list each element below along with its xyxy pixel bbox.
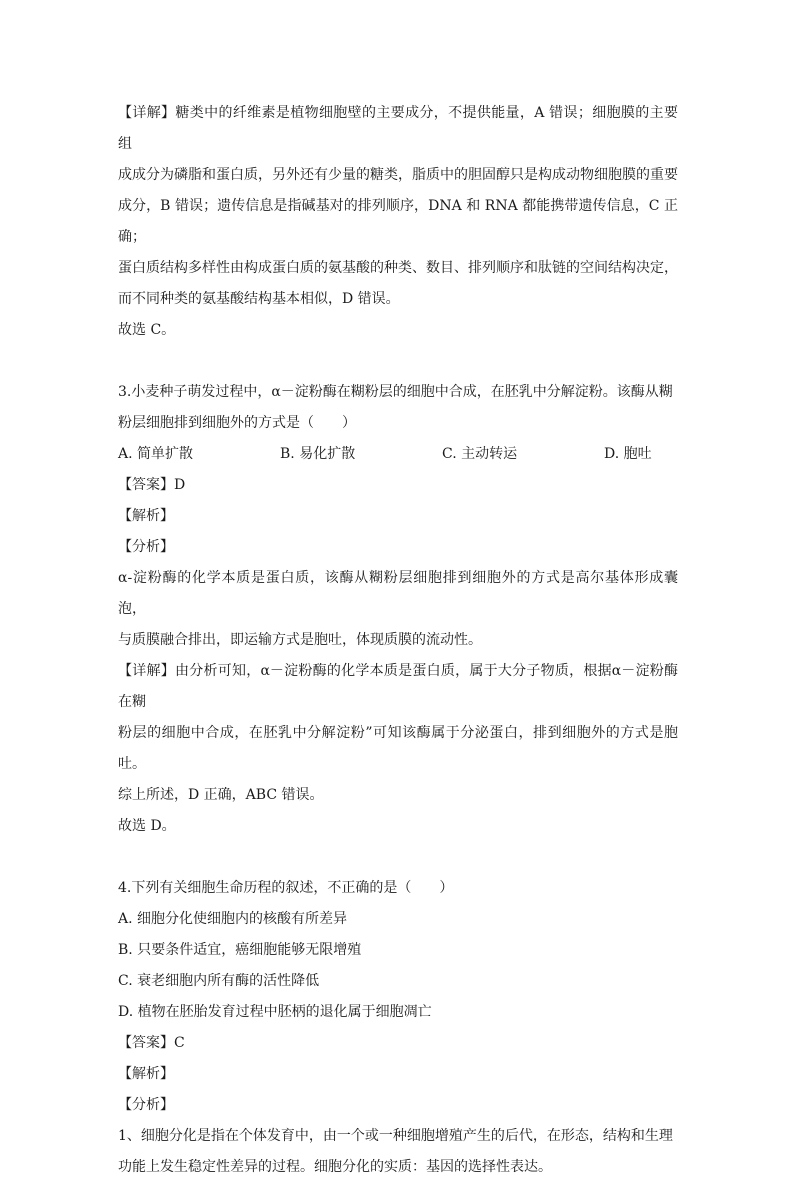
q2-detail-line-4: 蛋白质结构多样性由构成蛋白质的氨基酸的种类、数目、排列顺序和肽链的空间结构决定， (118, 260, 678, 276)
question-3 (118, 377, 678, 842)
q3-option-a: A. 简单扩散 (118, 446, 194, 462)
q3-stem-line-1: 3.小麦种子萌发过程中，α－淀粉酶在糊粉层的细胞中合成，在胚乳中分解淀粉。该酶从糊 (118, 384, 673, 400)
q2-detail-line-2: 成成分为磷脂和蛋白质，另外还有少量的糖类，脂质中的胆固醇只是构成动物细胞膜的重要 (118, 167, 678, 183)
spacer (118, 346, 678, 377)
q4-stem: 4.下列有关细胞生命历程的叙述，不正确的是（ ） (118, 880, 454, 896)
q3-choice: 故选 D。 (118, 818, 176, 834)
q3-option-d: D. 胞吐 (604, 446, 652, 462)
q2-choice: 故选 C。 (118, 322, 176, 338)
q3-options (118, 439, 678, 470)
q2-detail-line-5: 而不同种类的氨基酸结构基本相似，D 错误。 (118, 291, 400, 307)
q3-analysis-line-2: 与质膜融合排出，即运输方式是胞吐，体现质膜的流动性。 (118, 632, 482, 648)
q3-jiexi-heading: 【解析】 (118, 508, 174, 524)
q3-detail-line-1: 【详解】由分析可知，α－淀粉酶的化学本质是蛋白质，属于大分子物质，根据α－淀粉酶在糊 (118, 663, 678, 710)
q4-fenxi-heading: 【分析】 (118, 1097, 174, 1113)
question-4 (118, 873, 678, 1183)
q3-stem-line-2: 粉层细胞排到细胞外的方式是（ ） (118, 415, 356, 431)
q3-analysis-line-1: α-淀粉酶的化学本质是蛋白质，该酶从糊粉层细胞排到细胞外的方式是高尔基体形成囊泡， (118, 570, 678, 617)
q3-answer: 【答案】D (118, 477, 186, 493)
q2-explanation (118, 98, 678, 346)
q4-analysis-line-2: 功能上发生稳定性差异的过程。细胞分化的实质：基因的选择性表达。 (118, 1159, 552, 1175)
q2-detail-line-3: 成分，B 错误；遗传信息是指碱基对的排列顺序，DNA 和 RNA 都能携带遗传信息，C 正确； (118, 198, 678, 245)
q3-option-b: B. 易化扩散 (280, 446, 356, 462)
q4-analysis-line-1: 1、细胞分化是指在个体发育中，由一个或一种细胞增殖产生的后代，在形态，结构和生理 (118, 1128, 673, 1144)
q4-option-d: D. 植物在胚胎发育过程中胚柄的退化属于细胞凋亡 (118, 1004, 432, 1020)
document-page (118, 98, 678, 1183)
q3-fenxi-heading: 【分析】 (118, 539, 174, 555)
q2-detail-line-1: 【详解】糖类中的纤维素是植物细胞壁的主要成分，不提供能量，A 错误；细胞膜的主要组 (118, 105, 678, 152)
spacer (118, 842, 678, 873)
q4-option-a: A. 细胞分化使细胞内的核酸有所差异 (118, 911, 348, 927)
q3-detail-line-3: 综上所述，D 正确，ABC 错误。 (118, 787, 324, 803)
q4-option-b: B. 只要条件适宜，癌细胞能够无限增殖 (118, 942, 362, 958)
q4-answer: 【答案】C (118, 1035, 185, 1051)
q3-detail-line-2: 粉层的细胞中合成，在胚乳中分解淀粉”可知该酶属于分泌蛋白，排到细胞外的方式是胞吐。 (118, 725, 678, 772)
q4-jiexi-heading: 【解析】 (118, 1066, 174, 1082)
q4-option-c: C. 衰老细胞内所有酶的活性降低 (118, 973, 320, 989)
q3-option-c: C. 主动转运 (442, 446, 518, 462)
